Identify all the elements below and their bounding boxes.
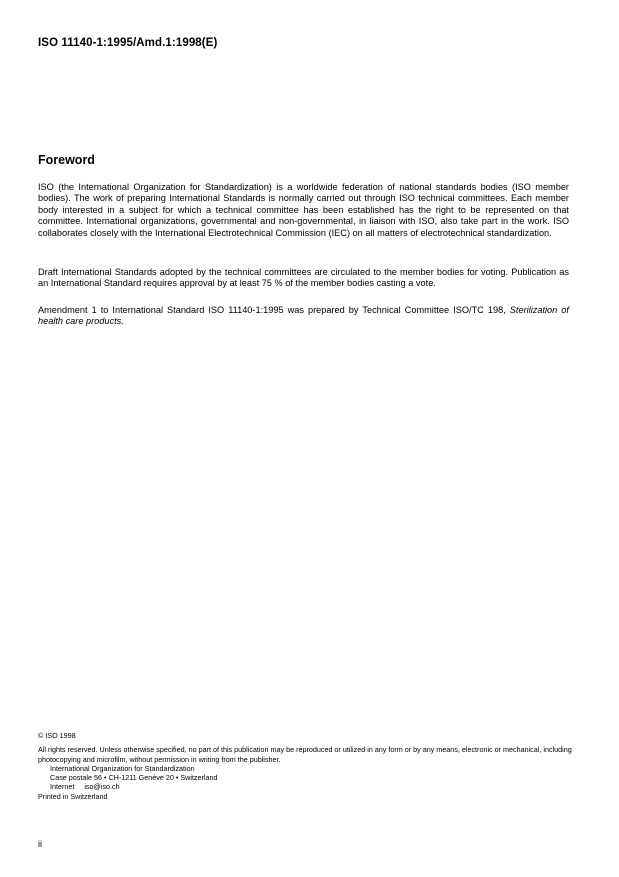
copyright-notice: © ISO 1998	[38, 731, 76, 740]
rights-statement: All rights reserved. Unless otherwise specified, no part of this publication may be reproduced or utilized in any form or by any means, electronic or mechanical, including photocopying and microfilm, without permission in writing from the publisher.	[38, 745, 572, 764]
amendment-text: Amendment 1 to International Standard ISO 11140-1:1995 was prepared by Technical Committee ISO/TC 198,	[38, 305, 506, 315]
foreword-paragraph-2: Draft International Standards adopted by the technical committees are circulated to the member bodies for voting. Publication as an International Standard requires approval by at least 75 % of the member bodies casting a vote.	[38, 267, 569, 289]
page-number: ii	[38, 839, 42, 849]
foreword-paragraph-1: ISO (the International Organization for Standardization) is a worldwide federation of national standards bodies (ISO member bodies). The work of preparing International Standards is normally carried out through ISO technical committees. Each member body interested in a subject for which a technical committee has been established has the right to be represented on that committee. International organizations, governmental and non-governmental, in liaison with ISO, also take part in the work. ISO collaborates closely with the International Electrotechnical Commission (IEC) on all matters of electrotechnical standardization.	[38, 182, 569, 238]
internet-contact: Internet iso@iso.ch	[50, 782, 120, 792]
printed-in: Printed in Switzerland	[38, 791, 108, 801]
committee-title: Sterilization of health care products.	[38, 305, 569, 327]
foreword-title: Foreword	[38, 153, 95, 167]
foreword-paragraph-3	[38, 305, 569, 328]
organization-address: Case postale 56 • CH-1211 Genève 20 • Switzerland	[50, 773, 218, 783]
copyright-block	[38, 731, 578, 801]
organization-name: International Organization for Standardization	[50, 763, 195, 773]
document-id: ISO 11140-1:1995/Amd.1:1998(E)	[38, 37, 218, 49]
